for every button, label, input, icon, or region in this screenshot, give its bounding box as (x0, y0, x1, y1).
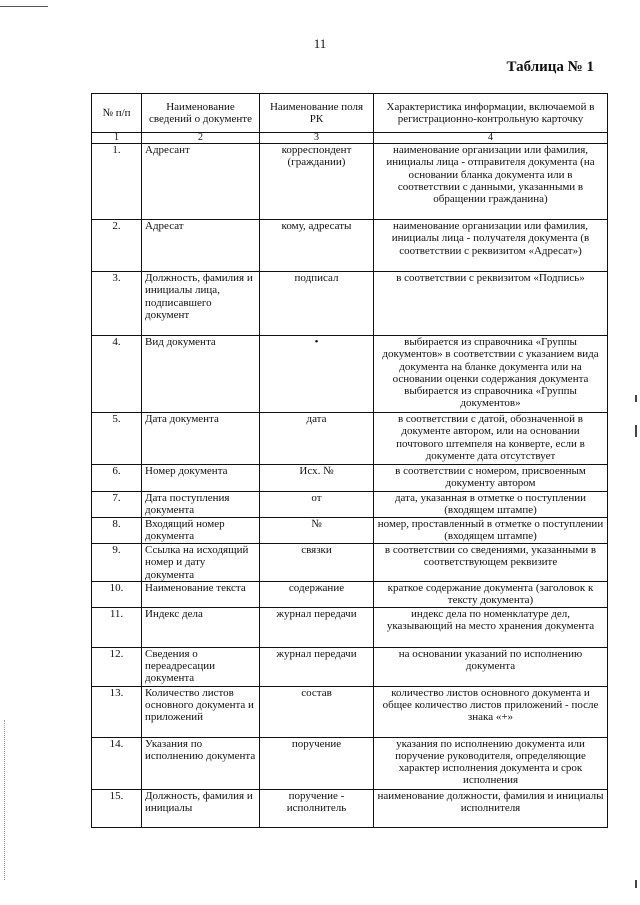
description-cell: указания по исполнению документа или поручение руководителя, определяющие характер исполнения документа и срок исполнения (374, 737, 608, 789)
row-number: 9. (92, 544, 142, 582)
description-cell: на основании указаний по исполнению документа (374, 647, 608, 686)
table-row (92, 686, 608, 737)
column-number: 2 (142, 133, 260, 144)
description-cell: дата, указанная в отметке о поступлении (входящем штампе) (374, 492, 608, 518)
document-info-cell: Входящий номер документа (142, 518, 260, 544)
scan-margin-marks (4, 720, 6, 880)
document-info-cell: Наименование текста (142, 582, 260, 608)
header-number: № п/п (92, 94, 142, 133)
scan-edge-line (0, 6, 48, 7)
description-cell: в соответствии с номером, присвоенным документу автором (374, 465, 608, 492)
description-cell: наименование должности, фамилия и инициалы исполнителя (374, 789, 608, 827)
table-row (92, 465, 608, 492)
row-number: 10. (92, 582, 142, 608)
table-row (92, 272, 608, 336)
row-number: 5. (92, 413, 142, 465)
document-info-cell: Ссылка на исходящий номер и дату документа (142, 544, 260, 582)
table-row (92, 607, 608, 647)
description-cell: наименование организации или фамилия, инициалы лица - получателя документа (в соответствии с реквизитом «Адресат») (374, 220, 608, 272)
document-info-cell: Сведения о переадресации документа (142, 647, 260, 686)
document-info-cell: Указания по исполнению документа (142, 737, 260, 789)
field-name-cell: Исх. № (260, 465, 374, 492)
description-cell: в соответствии с датой, обозначенной в документе автором, или на основании почтового штемпеля на конверте, если в документе дата отсутствует (374, 413, 608, 465)
column-number: 3 (260, 133, 374, 144)
header-description: Характеристика информации, включаемой в регистрационно-контрольную карточку (374, 94, 608, 133)
scan-side-mark (635, 425, 637, 437)
document-info-cell: Должность, фамилия и инициалы лица, подписавшего документ (142, 272, 260, 336)
document-info-cell: Адресат (142, 220, 260, 272)
scan-side-mark (635, 395, 637, 402)
description-cell: в соответствии со сведениями, указанными в соответствующем реквизите (374, 544, 608, 582)
document-info-cell: Номер документа (142, 465, 260, 492)
field-name-cell: содержание (260, 582, 374, 608)
row-number: 15. (92, 789, 142, 827)
field-name-cell: дата (260, 413, 374, 465)
field-name-cell: подписал (260, 272, 374, 336)
column-number-row (92, 133, 608, 144)
row-number: 2. (92, 220, 142, 272)
row-number: 4. (92, 336, 142, 413)
row-number: 1. (92, 144, 142, 220)
field-name-cell: • (260, 336, 374, 413)
table-row (92, 737, 608, 789)
document-info-cell: Вид документа (142, 336, 260, 413)
description-cell: индекс дела по номенклатуре дел, указывающий на место хранения документа (374, 607, 608, 647)
table-row (92, 336, 608, 413)
row-number: 12. (92, 647, 142, 686)
scan-side-mark (635, 880, 637, 888)
document-info-cell: Адресант (142, 144, 260, 220)
table-row (92, 582, 608, 608)
field-name-cell: связки (260, 544, 374, 582)
description-cell: выбирается из справочника «Группы документов» в соответствии с указанием вида документа на бланке документа или на основании оценки содержания документа выбирается из справочника «Группы документов» (374, 336, 608, 413)
field-name-cell: корреспондент (граждании) (260, 144, 374, 220)
field-name-cell: состав (260, 686, 374, 737)
row-number: 7. (92, 492, 142, 518)
row-number: 8. (92, 518, 142, 544)
table-row (92, 492, 608, 518)
row-number: 11. (92, 607, 142, 647)
table-row (92, 413, 608, 465)
row-number: 14. (92, 737, 142, 789)
column-number: 1 (92, 133, 142, 144)
description-cell: наименование организации или фамилия, инициалы лица - отправителя документа (на основании бланка документа или в соответствии с данными, указанными в обращении гражданина) (374, 144, 608, 220)
document-info-cell: Индекс дела (142, 607, 260, 647)
table-row (92, 544, 608, 582)
column-number: 4 (374, 133, 608, 144)
table-row (92, 647, 608, 686)
description-cell: краткое содержание документа (заголовок к тексту документа) (374, 582, 608, 608)
table-row (92, 518, 608, 544)
row-number: 6. (92, 465, 142, 492)
document-info-cell: Дата поступления документа (142, 492, 260, 518)
table-caption: Таблица № 1 (506, 59, 594, 75)
description-cell: количество листов основного документа и общее количество листов приложений - после знака «+» (374, 686, 608, 737)
description-cell: в соответствии с реквизитом «Подпись» (374, 272, 608, 336)
field-name-cell: от (260, 492, 374, 518)
field-name-cell: журнал передачи (260, 607, 374, 647)
description-cell: номер, проставленный в отметке о поступлении (входящем штампе) (374, 518, 608, 544)
field-name-cell: кому, адресаты (260, 220, 374, 272)
table-row (92, 144, 608, 220)
field-name-cell: поручение - исполнитель (260, 789, 374, 827)
field-name-cell: № (260, 518, 374, 544)
header-document-info: Наименование сведений о документе (142, 94, 260, 133)
header-field-name: Наименование поля РК (260, 94, 374, 133)
table-header-row (92, 94, 608, 133)
row-number: 3. (92, 272, 142, 336)
table-row (92, 220, 608, 272)
document-info-cell: Дата документа (142, 413, 260, 465)
page-number: 11 (313, 36, 327, 51)
field-name-cell: журнал передачи (260, 647, 374, 686)
document-info-cell: Количество листов основного документа и приложений (142, 686, 260, 737)
table-body (92, 144, 608, 828)
document-info-cell: Должность, фамилия и инициалы (142, 789, 260, 827)
table-row (92, 789, 608, 827)
document-info-table (91, 93, 608, 828)
row-number: 13. (92, 686, 142, 737)
field-name-cell: поручение (260, 737, 374, 789)
